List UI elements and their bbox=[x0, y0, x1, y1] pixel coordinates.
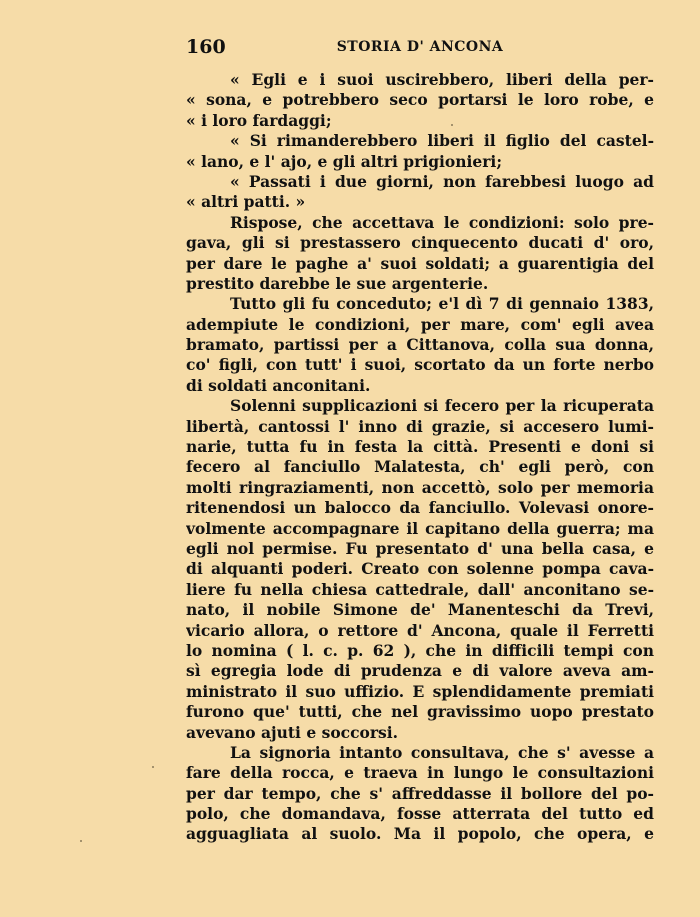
text-line: La signoria intanto consultava, che s' avesse a bbox=[230, 742, 654, 762]
text-line: sì egregia lode di prudenza e di valore aveva am- bbox=[186, 661, 654, 681]
text-line: Rispose, che accettava le condizioni: solo pre- bbox=[230, 212, 654, 232]
text-line: di soldati anconitani. bbox=[186, 375, 371, 395]
text-line: fare della rocca, e traeva in lungo le consultazioni bbox=[186, 763, 654, 783]
text-line: « Passati i due giorni, non farebbesi luogo ad bbox=[230, 171, 654, 191]
text-line: avevano ajuti e soccorsi. bbox=[186, 722, 399, 742]
text-line: co' figli, con tutt' i suoi, scortato da un forte nerbo bbox=[186, 355, 654, 375]
text-line: nato, il nobile Simone de' Manenteschi da Trevi, bbox=[186, 600, 654, 620]
body-text bbox=[186, 70, 654, 845]
text-line: furono que' tutti, che nel gravissimo uopo prestato bbox=[186, 702, 654, 722]
text-line: fecero al fanciullo Malatesta, ch' egli però, con bbox=[186, 457, 654, 477]
text-line: « i loro fardaggi; bbox=[186, 110, 332, 130]
text-line: gava, gli si prestassero cinquecento ducati d' oro, bbox=[186, 233, 654, 253]
text-line: molti ringraziamenti, non accettò, solo per memoria bbox=[186, 477, 654, 497]
text-line: Solenni supplicazioni si fecero per la ricuperata bbox=[230, 396, 654, 416]
text-line: « lano, e l' ajo, e gli altri prigionieri; bbox=[186, 151, 503, 171]
text-line: libertà, cantossi l' inno di grazie, si accesero lumi- bbox=[186, 416, 654, 436]
page-number: 160 bbox=[186, 36, 226, 58]
text-line: ritenendosi un balocco da fanciullo. Volevasi onore- bbox=[186, 498, 654, 518]
text-line: Tutto gli fu conceduto; e'l dì 7 di gennaio 1383, bbox=[230, 294, 654, 314]
paper-speck bbox=[152, 766, 154, 768]
page-header bbox=[186, 36, 654, 62]
text-line: volmente accompagnare il capitano della guerra; ma bbox=[186, 518, 654, 538]
text-line: liere fu nella chiesa cattedrale, dall' anconitano se- bbox=[186, 579, 654, 599]
text-line: di alquanti poderi. Creato con solenne pompa cava- bbox=[186, 559, 654, 579]
text-line: per dar tempo, che s' affreddasse il bollore del po- bbox=[186, 783, 654, 803]
text-line: narie, tutta fu in festa la città. Presenti e doni si bbox=[186, 437, 654, 457]
text-line: « Si rimanderebbero liberi il figlio del castel- bbox=[230, 131, 654, 151]
paper-speck bbox=[451, 124, 453, 126]
text-line: ministrato il suo uffizio. E splendidamente premiati bbox=[186, 681, 654, 701]
text-line: « Egli e i suoi uscirebbero, liberi della per- bbox=[230, 70, 654, 89]
text-line: « altri patti. » bbox=[186, 192, 306, 212]
text-line: vicario allora, o rettore d' Ancona, quale il Ferretti bbox=[186, 620, 654, 640]
text-line: lo nomina ( l. c. p. 62 ), che in difficili tempi con bbox=[186, 640, 654, 660]
text-line: agguagliata al suolo. Ma il popolo, che opera, e bbox=[186, 824, 654, 844]
text-line: « sona, e potrebbero seco portarsi le loro robe, e bbox=[186, 90, 654, 110]
paper-speck bbox=[80, 840, 82, 842]
text-line: bramato, partissi per a Cittanova, colla sua donna, bbox=[186, 335, 654, 355]
text-line: per dare le paghe a' suoi soldati; a guarentigia del bbox=[186, 253, 654, 273]
text-line: polo, che domandava, fosse atterrata del tutto ed bbox=[186, 804, 654, 824]
text-line: egli nol permise. Fu presentato d' una bella casa, e bbox=[186, 538, 654, 558]
text-line: adempiute le condizioni, per mare, com' egli avea bbox=[186, 314, 654, 334]
running-title: STORIA D' ANCONA bbox=[336, 39, 504, 55]
text-line: prestito darebbe le sue argenterie. bbox=[186, 273, 489, 293]
